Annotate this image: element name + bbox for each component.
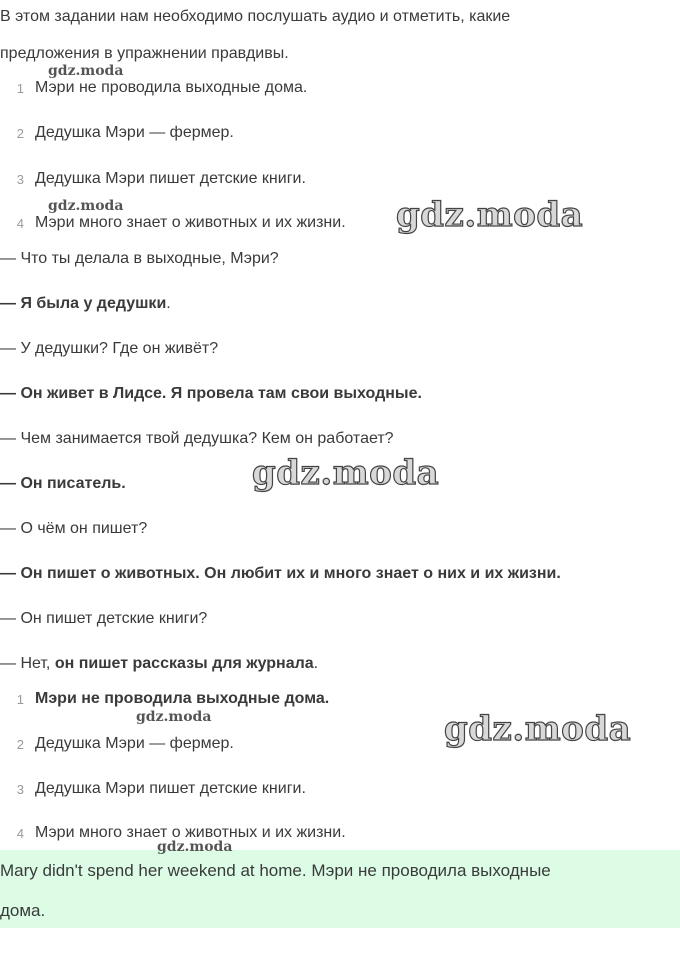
intro-line-1: В этом задании нам необходимо послушать аудио и отметить, какие <box>0 8 511 25</box>
statement-number: 3 <box>16 172 24 187</box>
statement-text: Дедушка Мэри — фермер. <box>35 735 234 752</box>
statement-number: 4 <box>16 826 24 841</box>
dialogue-line <box>0 520 147 538</box>
dialogue-line <box>0 430 394 448</box>
dialogue-line <box>0 295 171 313</box>
statement-text: Дедушка Мэри пишет детские книги. <box>35 170 306 187</box>
watermark-logo: gdz.moda <box>252 453 440 493</box>
watermark-logo: gdz.moda <box>396 195 584 235</box>
dialogue-plain: — Чем занимается твой дедушка? Кем он работает? <box>0 430 394 447</box>
dialogue-bold: он пишет рассказы для журнала <box>54 655 314 672</box>
answer-line-2: дома. <box>0 901 46 920</box>
statement-number: 2 <box>16 737 24 752</box>
dialogue-plain: — Он пишет детские книги? <box>0 610 208 627</box>
dialogue-tail: . <box>166 295 171 312</box>
dialogue-bold: — Он живет в Лидсе. Я провела там свои выходные. <box>0 385 422 402</box>
statement-text: Дедушка Мэри пишет детские книги. <box>35 780 306 797</box>
dialogue-line <box>0 385 422 403</box>
dialogue-line <box>0 475 126 493</box>
statement-text: Мэри не проводила выходные дома. <box>35 79 308 96</box>
watermark-logo: gdz.moda <box>444 709 632 749</box>
dialogue-line <box>0 655 318 673</box>
dialogue-line <box>0 340 218 358</box>
statement-number: 4 <box>16 216 24 231</box>
statement-text: Мэри много знает о животных и их жизни. <box>35 214 346 231</box>
dialogue-plain: — У дедушки? Где он живёт? <box>0 340 219 357</box>
dialogue-line <box>0 565 561 583</box>
dialogue-tail: . <box>313 655 319 672</box>
answer-line-1: Mary didn't spend her weekend at home. Мэри не проводила выходные <box>0 861 551 880</box>
statement-text: Дедушка Мэри — фермер. <box>35 124 234 141</box>
statement-number: 3 <box>16 782 24 797</box>
dialogue-plain: — Нет, <box>0 655 55 672</box>
watermark-logo: gdz.moda <box>48 63 124 79</box>
dialogue-bold: — Я была у дедушки <box>0 295 167 312</box>
statement-text: Мэри много знает о животных и их жизни. <box>35 824 346 841</box>
dialogue-plain: — Что ты делала в выходные, Мэри? <box>0 250 279 267</box>
watermark-logo: gdz.moda <box>48 198 124 214</box>
watermark-logo: gdz.moda <box>157 839 233 855</box>
statement-number: 1 <box>16 692 24 707</box>
dialogue-plain: — О чём он пишет? <box>0 520 148 537</box>
dialogue-line <box>0 610 207 628</box>
dialogue-bold: — Он писатель. <box>0 475 126 492</box>
dialogue-line <box>0 250 279 268</box>
dialogue-bold: — Он пишет о животных. Он любит их и много знает о них и их жизни. <box>0 565 561 582</box>
watermark-logo: gdz.moda <box>136 709 212 725</box>
statement-text-true: Мэри не проводила выходные дома. <box>35 690 330 707</box>
intro-line-2: предложения в упражнении правдивы. <box>0 45 289 62</box>
statement-number: 2 <box>16 126 24 141</box>
statement-number: 1 <box>16 81 24 96</box>
